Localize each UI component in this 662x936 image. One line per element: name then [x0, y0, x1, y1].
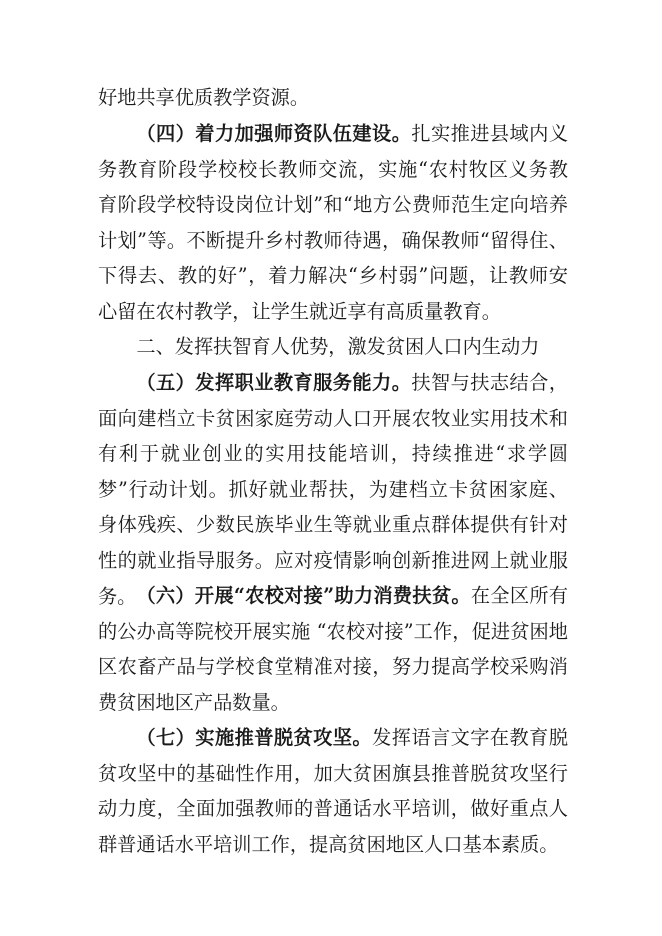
- paragraph-text: 扎实推进县域内义务教育阶段学校校长教师交流，实施“农村牧区义务教育阶段学校特设岗位计划”和“地方公费师范生定向培养计划”等。不断提升乡村教师待遇，确保教师“留得住、下得去、教的好”，着力解决“乡村弱”问题，让教师安心留在农村教学，让学生就近享有高质量教育。: [98, 122, 569, 323]
- paragraph-putonghua: [98, 720, 568, 862]
- paragraph-lead: （七）实施推普脱贫攻坚。: [136, 726, 373, 749]
- paragraph-lead: （五）发挥职业教育服务能力。: [136, 371, 412, 394]
- paragraph-teacher-team: [98, 116, 568, 330]
- section-heading: 二、发挥扶智育人优势，激发贫困人口内生动力: [136, 335, 540, 358]
- paragraph-text: 好地共享优质教学资源。: [98, 86, 310, 109]
- paragraph-text: 扶智与扶志结合，面向建档立卡贫困家庭劳动人口开展农牧业实用技术和有利于就业创业的实用技能培训，持续推进“求学圆梦”行动计划。抓好就业帮扶，为建档立卡贫困家庭、身体残疾、少数民族毕业生等就业重点群体提供有针对性的就业指导服务。应对疫情影响创新推进网上就业服务。: [98, 371, 569, 608]
- paragraph-vocational-education: [98, 365, 568, 614]
- paragraph-text: 在全区所有的公办高等院校开展实施 “农校对接”工作，促进贫困地区农畜产品与学校食堂精准对接，努力提高学校采购消费贫困地区产品数量。: [98, 584, 568, 714]
- paragraph-lead: （六）开展“农校对接”助力消费扶贫。: [136, 584, 471, 607]
- paragraph-lead: （四）着力加强师资队伍建设。: [136, 122, 412, 145]
- paragraph-text: 发挥语言文字在教育脱贫攻坚中的基础性作用，加大贫困旗县推普脱贫攻坚行动力度，全面加强教师的普通话水平培训，做好重点人群普通话水平培训工作，提高贫困地区人口基本素质。: [98, 726, 569, 856]
- paragraph-continuation: [98, 80, 568, 116]
- paragraph-farm-school: [98, 578, 568, 720]
